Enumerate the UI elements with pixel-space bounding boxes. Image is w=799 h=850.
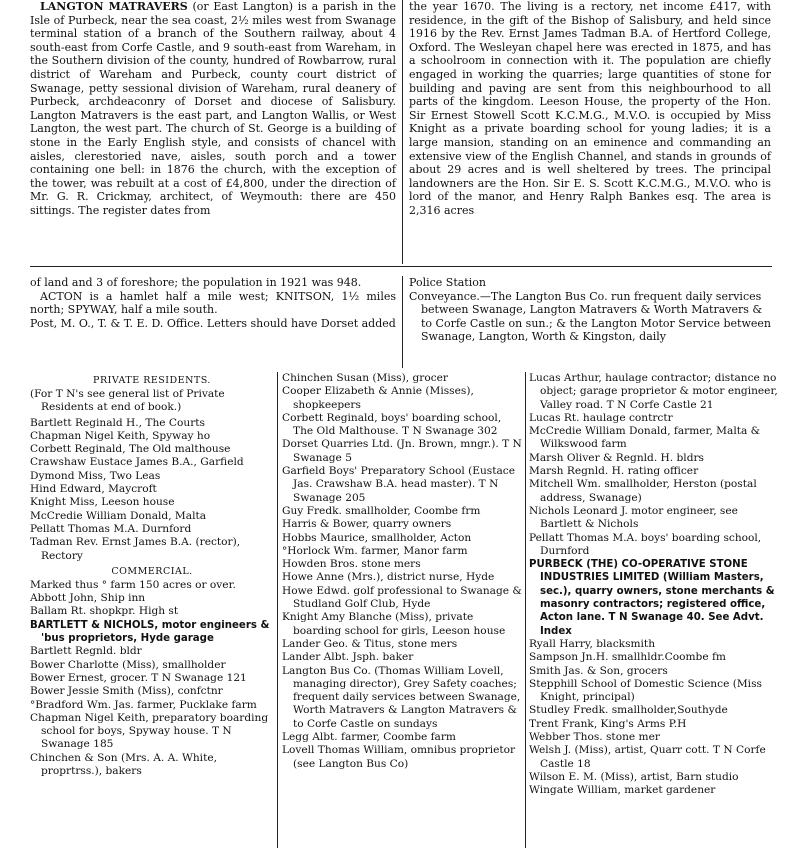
list-item: Chapman Nigel Keith, preparatory boarding school for boys, Spyway house. T N Swanage 185 — [30, 711, 269, 751]
intro-right-column — [409, 0, 771, 218]
list-item: Howe Anne (Mrs.), district nurse, Hyde — [282, 571, 495, 584]
intro-paragraph-left — [30, 0, 396, 218]
intro-text-left: (or East Langton) is a parish in the Isle of Purbeck, near the sea coast, 2½ miles west from Swanage terminal station of a branch of the Southern railway, about 4 south-east from Corfe Castle, and 9 south-east from Wareham, in the Southern division of the county, hundred of Rowbarrow, rural district of Wareham and Purbeck, county court district of Swanage, petty sessional division of Wareham, rural deanery of Purbeck, archdeaconry of Dorset and diocese of Salisbury. Langton Matravers is the east part, and Langton Wallis, or West Langton, the west part. The church of St. George is a building of stone in the Early English style, and consists of chancel with aisles, clerestoried nave, aisles, south porch and a tower containing one bell: in 1876 the church, with the exception of the tower, was rebuilt at a cost of £4,800, under the direction of Mr. G. R. Crickmay, architect, of Weymouth: there are 450 sittings. The register dates from — [30, 0, 397, 217]
private-residents-note: (For T N's see general list of Private Residents at end of book.) — [30, 388, 225, 414]
list-item: Bartlett Regnld. bldr — [30, 645, 142, 658]
list-item: Marsh Regnld. H. rating officer — [529, 465, 699, 478]
list-item: Welsh J. (Miss), artist, Quarr cott. T N Corfe Castle 18 — [529, 744, 766, 770]
directory-column-1 — [30, 372, 274, 778]
list-item: Pellatt Thomas M.A. boys' boarding school, Durnford — [529, 531, 762, 557]
list-item: Corbett Reginald, boys' boarding school, The Old Malthouse. T N Swanage 302 — [282, 411, 502, 438]
list-item: Lucas Arthur, haulage contractor; distance no object; garage proprietor & motor engineer, Valley road. T N Corfe Castle 21 — [529, 372, 778, 411]
list-item: Webber Thos. stone mer — [529, 731, 660, 744]
intro-left-column — [30, 0, 396, 218]
list-item: Knight Amy Blanche (Miss), private boarding school for girls, Leeson house — [282, 611, 506, 637]
list-item: Stepphill School of Domestic Science (Miss Knight, principal) — [529, 677, 762, 704]
private-residents-list — [30, 417, 274, 563]
list-item: Lander Albt. Jsph. baker — [282, 651, 414, 664]
list-item: Lander Geo. & Titus, stone mers — [282, 637, 458, 650]
list-item: Tadman Rev. Ernst James B.A. (rector), Rectory — [30, 536, 241, 562]
list-item: Hobbs Maurice, smallholder, Acton — [282, 531, 472, 544]
commercial-list-column-2 — [282, 372, 522, 771]
directory-column-3 — [529, 372, 779, 798]
column-divider-top — [402, 0, 403, 264]
list-item: Howden Bros. stone mers — [282, 558, 421, 571]
list-item: Ryall Harry, blacksmith — [529, 637, 656, 650]
list-item: Legg Albt. farmer, Coombe farm — [282, 731, 456, 744]
middle-right-para-2: Conveyance.—The Langton Bus Co. run frequent daily services between Swanage, Langton Matravers & Worth Matravers & to Corfe Castle on sun.; & the Langton Motor Service between Swanage, Langton, Worth & Kingston, daily — [409, 289, 771, 344]
middle-left-para-1: of land and 3 of foreshore; the population in 1921 was 948. — [30, 276, 362, 289]
list-item: Wilson E. M. (Miss), artist, Barn studio — [529, 770, 739, 783]
place-name-heading: LANGTON MATRAVERS — [40, 0, 188, 13]
list-item: Guy Fredk. smallholder, Coombe frm — [282, 504, 481, 517]
list-item: McCredie William Donald, farmer, Malta & Wilkswood farm — [529, 425, 761, 451]
list-item: Lovell Thomas William, omnibus proprietor (see Langton Bus Co) — [282, 744, 516, 770]
list-item: Studley Fredk. smallholder,Southyde — [529, 704, 728, 717]
list-item: °Horlock Wm. farmer, Manor farm — [282, 544, 468, 557]
middle-left-para-3: Post, M. O., T. & T. E. D. Office. Letters should have Dorset added — [30, 316, 396, 330]
list-item: Langton Bus Co. (Thomas William Lovell, managing director), Grey Safety coaches; frequent daily services between Swanage, Worth Matravers & Langton Matravers & to Corfe Castle on sundays — [282, 664, 521, 730]
list-item: Trent Frank, King's Arms P.H — [529, 717, 687, 730]
list-item: Chinchen & Son (Mrs. A. A. White, proprtrss.), bakers — [30, 751, 217, 778]
commercial-list-column-3 — [529, 372, 779, 798]
list-item: Lucas Rt. haulage contrctr — [529, 411, 673, 424]
list-item: Abbott John, Ship inn — [30, 592, 146, 605]
middle-left-para-2: ACTON is a hamlet half a mile west; KNITSON, 1½ miles north; SPYWAY, half a mile south. — [30, 289, 396, 317]
directory-column-2 — [282, 372, 522, 771]
list-item: °Bradford Wm. Jas. farmer, Pucklake farm — [30, 698, 257, 711]
column-divider-directory-1 — [277, 372, 278, 848]
list-item: BARTLETT & NICHOLS, motor engineers & 'bus proprietors, Hyde garage — [30, 619, 270, 645]
list-item: Wingate William, market gardener — [529, 784, 716, 797]
list-item: Smith Jas. & Son, grocers — [529, 664, 668, 677]
middle-left-column — [30, 276, 396, 330]
list-item: Dorset Quarries Ltd. (Jn. Brown, mngr.). T N Swanage 5 — [282, 438, 522, 464]
commercial-note: Marked thus ° farm 150 acres or over. — [30, 578, 236, 591]
list-item: PURBECK (THE) CO-OPERATIVE STONE INDUSTRIES LIMITED (William Masters, sec.), quarry owners, stone merchants & masonry contractors; registered office, Acton lane. T N Swanage 40. See Advt. Index — [529, 559, 775, 637]
column-divider-directory-2 — [525, 372, 526, 848]
commercial-heading: COMMERCIAL. — [111, 565, 193, 577]
list-item: Chinchen Susan (Miss), grocer — [282, 372, 448, 384]
list-item: Mitchell Wm. smallholder, Herston (postal address, Swanage) — [529, 478, 757, 504]
list-item: Pellatt Thomas M.A. Durnford — [30, 522, 192, 535]
middle-right-para-1: Police Station — [409, 276, 486, 289]
list-item: McCredie William Donald, Malta — [30, 509, 207, 522]
list-item: Chapman Nigel Keith, Spyway ho — [30, 429, 211, 442]
list-item: Dymond Miss, Two Leas — [30, 469, 161, 482]
list-item: Howe Edwd. golf professional to Swanage & Studland Golf Club, Hyde — [282, 584, 522, 611]
list-item: Bartlett Reginald H., The Courts — [30, 416, 205, 429]
section-divider — [30, 266, 772, 267]
list-item: Harris & Bower, quarry owners — [282, 518, 452, 531]
list-item: Knight Miss, Leeson house — [30, 496, 175, 509]
list-item: Hind Edward, Maycroft — [30, 483, 157, 496]
list-item: Garfield Boys' Preparatory School (Eustace Jas. Crawshaw B.A. head master). T N Swanage 205 — [282, 465, 515, 504]
intro-text-right: the year 1670. The living is a rectory, net income £417, with residence, in the gift of the Bishop of Salisbury, and held since 1916 by the Rev. Ernst James Tadman B.A. of Hertford College, Oxford. The Wesleyan chapel here was erected in 1875, and has a schoolroom in connection with it. The population are chiefly engaged in working the quarries; large quantities of stone for building and paving are sent from this neighbourhood to all parts of the kingdom. Leeson House, the property of the Hon. Sir Ernest Stowell Scott K.C.M.G., M.V.O. is occupied by Miss Knight as a private boarding school for young ladies; it is a large mansion, standing on an eminence and commanding an extensive view of the English Channel, and stands in grounds of about 29 acres and is well sheltered by trees. The principal landowners are the Hon. Sir E. S. Scott K.C.M.G., M.V.O. who is lord of the manor, and Henry Ralph Bankes esq. The area is 2,316 acres — [409, 0, 771, 217]
list-item: Corbett Reginald, The Old malthouse — [30, 443, 231, 456]
list-item: Bower Charlotte (Miss), smallholder — [30, 658, 226, 671]
list-item: Marsh Oliver & Regnld. H. bldrs — [529, 451, 704, 464]
column-divider-middle — [402, 276, 403, 368]
list-item: Nichols Leonard J. motor engineer, see Bartlett & Nichols — [529, 504, 738, 531]
list-item: Sampson Jn.H. smallhldr.Coombe fm — [529, 651, 726, 664]
list-item: Bower Ernest, grocer. T N Swanage 121 — [30, 671, 247, 684]
commercial-list-column-1 — [30, 592, 274, 778]
private-residents-heading: PRIVATE RESIDENTS. — [93, 375, 211, 386]
list-item: Crawshaw Eustace James B.A., Garfield — [30, 456, 244, 469]
list-item: Ballam Rt. shopkpr. High st — [30, 605, 179, 618]
list-item: Bower Jessie Smith (Miss), confctnr — [30, 685, 223, 698]
middle-right-column — [409, 276, 771, 344]
list-item: Cooper Elizabeth & Annie (Misses), shopkeepers — [282, 385, 474, 411]
